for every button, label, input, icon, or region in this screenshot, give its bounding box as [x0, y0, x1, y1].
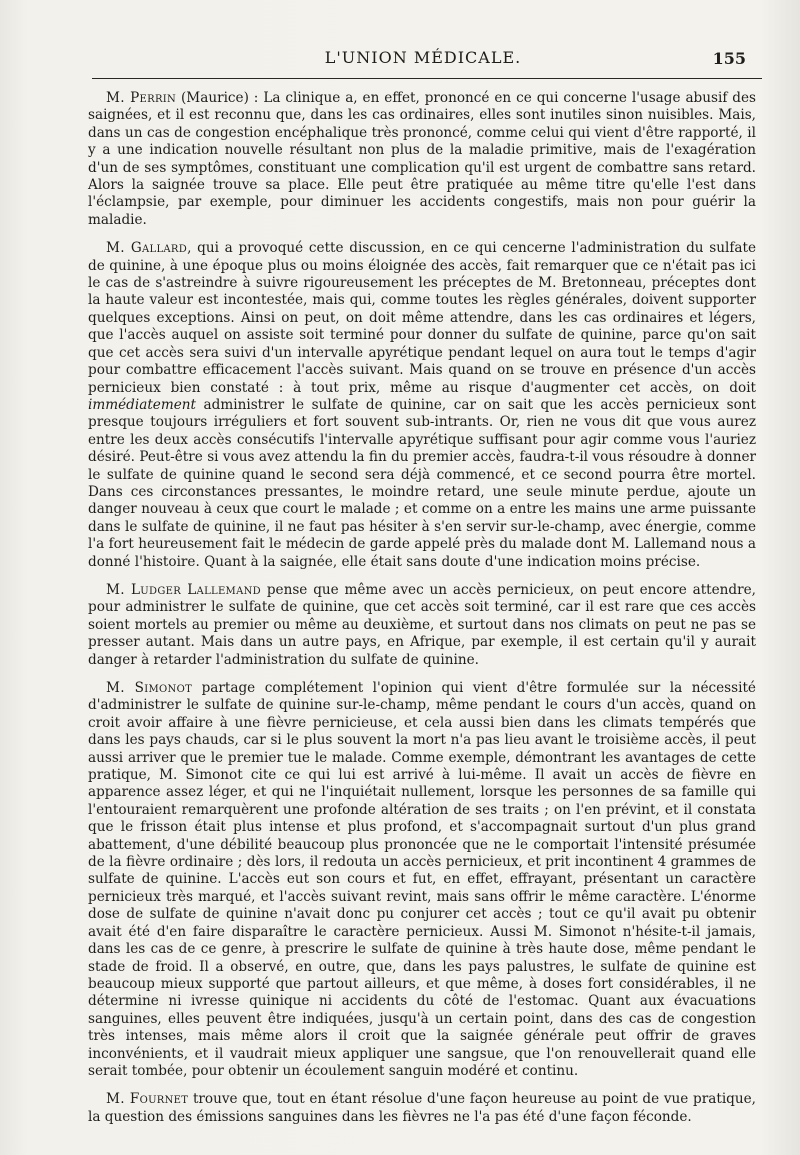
paragraph-text: partage complétement l'opinion qui vient d'être formulée sur la nécessité d'administrer le sulfate de quinine sur-le-champ, même pendant le cours d'un accès, quand on croit avoir affaire à une fièvre pernicieuse, et cela aussi bien dans les climats tempérés que dans les pays chauds, car si le plus souvent la mort n'a pas lieu avant le troisième accès, il peut aussi arriver que le premier tue le malade. Comme exemple, démontrant les avantages de cette pratique, M. Simonot cite ce qui lui est arrivé à lui-même. Il avait un accès de fièvre en apparence assez léger, et qui ne l'inquiétait nullement, lorsque les personnes de sa famille qui l'entouraient remarquèrent une profonde altération de ses traits ; on l'en prévint, et il constata que le frisson était plus intense et plus profond, et s'accompagnait surtout d'un plus grand abattement, d'une débilité beaucoup plus prononcée que ne le comportait l'intensité présumée de la fièvre ordinaire ; dès lors, il redouta un accès pernicieux, et prit incontinent 4 grammes de sulfate de quinine. L'accès eut son cours et fut, en effet, effrayant, présentant un caractère pernicieux très marqué, et l'accès suivant revint, mais sans offrir le même caractère. L'énorme dose de sulfate de quinine n'avait donc pu conjurer cet accès ; tout ce qu'il avait pu obtenir avait été d'en faire disparaître le caractère pernicieux. Aussi M. Simonot n'hésite-t-il jamais, dans les cas de ce genre, à prescrire le sulfate de quinine à très haute dose, même pendant le stade de froid. Il a observé, en outre, que, dans les pays palustres, le sulfate de quinine est beaucoup mieux supporté que partout ailleurs, et que même, à doses fort considérables, il ne détermine ni ivresse quinique ni accidents du côté de l'estomac. Quant aux évacuations sanguines, elles peuvent être indiquées, jusqu'à un certain point, dans des cas de congestion très intenses, mais même alors il croit que la saignée générale peut offrir de graves inconvénients, et il vaudrait mieux appliquer une sangsue, que l'on renouvellerait quand elle serait tombée, pour obtenir un écoulement sanguin modéré et continu. [88, 680, 756, 1079]
speaker-name: M. Ludger Lallemand [106, 581, 261, 598]
emphasized-word: immédiatement [88, 396, 196, 413]
paragraph-text: , qui a provoqué cette discussion, en ce qui cencerne l'administration du sulfate de quinine, à une époque plus ou moins éloignée des accès, fait remarquer que ce n'était pas ici le cas de s'astreindre à suivre rigoureusement les préceptes de M. Bretonneau, préceptes dont la haute valeur est incontestée, mais qui, comme toutes les règles générales, doivent supporter quelques exceptions. Ainsi on peut, on doit même attendre, dans les cas ordinaires et légers, que l'accès auquel on assiste soit terminé pour donner du sulfate de quinine, parce qu'on sait que cet accès sera suivi d'un intervalle apyrétique pendant lequel on aura tout le temps d'agir pour combattre efficacement l'accès suivant. Mais quand on se trouve en présence d'un accès pernicieux bien constaté : à tout prix, même au risque d'augmenter cet accès, on doit [88, 240, 756, 396]
article-body [88, 90, 756, 1137]
paragraph-perrin [88, 90, 756, 229]
paragraph-fournet [88, 1091, 756, 1126]
speaker-name: M. Perrin [106, 90, 177, 106]
speaker-name: M. Fournet [106, 1091, 189, 1108]
header-rule [92, 78, 762, 79]
paragraph-gallard [88, 240, 756, 571]
page-header [92, 48, 754, 74]
page-number: 155 [712, 49, 746, 68]
paragraph-simonot [88, 680, 756, 1080]
paragraph-text: trouve que, tout en étant résolue d'une façon heureuse au point de vue pratique, la question des émissions sanguines dans les fièvres ne l'a pas été d'une façon féconde. [88, 1091, 756, 1125]
speaker-name: M. Simonot [106, 680, 193, 696]
running-title: L'UNION MÉDICALE. [324, 48, 522, 67]
speaker-name: M. Gallard [106, 240, 188, 257]
paragraph-text: pense que même avec un accès pernicieux, on peut encore attendre, pour administrer le sulfate de quinine, que cet accès soit terminé, car il est rare que ces accès soient mortels au premier ou même au deuxième, et surtout dans nos climats on peut ne pas se presser autant. Mais dans un autre pays, en Afrique, par exemple, il est certain qu'il y aurait danger à retarder l'administration du sulfate de quinine. [88, 581, 756, 668]
paragraph-lallemand [88, 582, 756, 669]
paragraph-text: administrer le sulfate de quinine, car on sait que les accès pernicieux sont presque toujours irréguliers et fort souvent sub-intrants. Or, rien ne vous dit que vous aurez entre les deux accès consécutifs l'intervalle apyrétique suffisant pour agir comme vous l'auriez désiré. Peut-être si vous avez attendu la fin du premier accès, faudra-t-il vous résoudre à donner le sulfate de quinine quand le second sera déjà commencé, et ce second pourra être mortel. Dans ces circonstances pressantes, le moindre retard, une seule minute perdue, ajoute un danger nouveau à ceux que court le malade ; et comme on a entre les mains une arme puissante dans le sulfate de quinine, il ne faut pas hésiter à s'en servir sur-le-champ, avec énergie, comme l'a fort heureusement fait le médecin de garde appelé près du malade dont M. Lallemand nous a donné l'histoire. Quant à la saignée, elle était sans doute d'une indication moins précise. [88, 396, 756, 570]
paragraph-text: (Maurice) : La clinique a, en effet, prononcé en ce qui concerne l'usage abusif des saignées, et il est reconnu que, dans les cas ordinaires, elles sont inutiles sinon nuisibles. Mais, dans un cas de congestion encéphalique très prononcé, comme celui qui vient d'être rapporté, il y a une indication nouvelle résultant non plus de la maladie primitive, mais de l'exagération d'un de ses symptômes, constituant une complication qu'il est urgent de combattre sans retard. Alors la saignée trouve sa place. Elle peut être pratiquée au même titre qu'elle l'est dans l'éclampsie, par exemple, pour diminuer les accidents congestifs, mais non pour guérir la maladie. [88, 90, 756, 228]
